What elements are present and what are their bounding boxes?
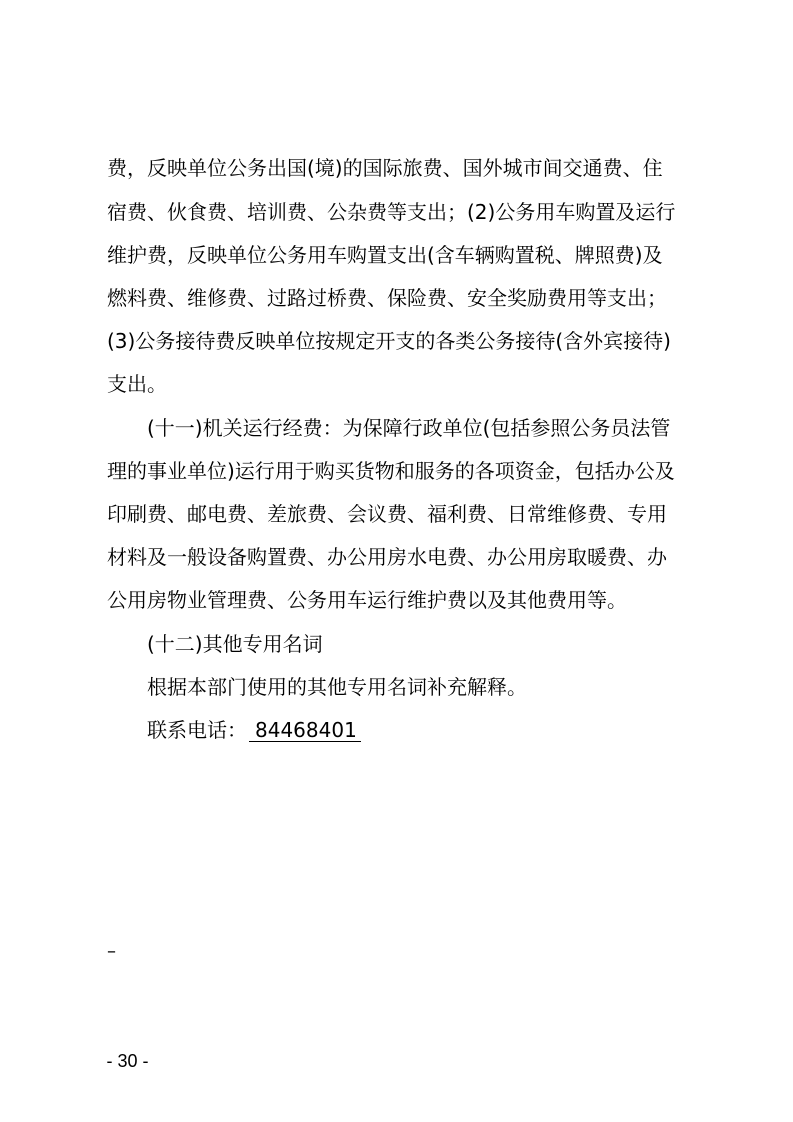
body-text-line: 维护费，反映单位公务用车购置支出(含车辆购置税、牌照费)及: [107, 243, 663, 267]
body-text-line: 燃料费、维修费、过路过桥费、保险费、安全奖励费用等支出；: [107, 286, 667, 310]
contact-line: [147, 718, 361, 742]
body-text-line: 公用房物业管理费、公务用车运行维护费以及其他费用等。: [107, 588, 627, 612]
body-text-line: 理的事业单位)运行用于购买货物和服务的各项资金，包括办公及: [107, 459, 675, 483]
contact-phone: 84468401: [249, 719, 361, 742]
body-text-line: 宿费、伙食费、培训费、公杂费等支出；(2)公务用车购置及运行: [107, 200, 676, 224]
page-number: - 30 -: [106, 1051, 149, 1071]
body-text-line: 费，反映单位公务出国(境)的国际旅费、国外城市间交通费、住: [107, 156, 663, 180]
section-heading: (十二)其他专用名词: [147, 632, 323, 656]
body-text-line: 支出。: [107, 372, 167, 396]
footnote-dash: –: [107, 941, 116, 962]
contact-label: 联系电话：: [147, 718, 247, 742]
body-text-line: 根据本部门使用的其他专用名词补充解释。: [147, 675, 527, 699]
body-text-line: 印刷费、邮电费、差旅费、会议费、福利费、日常维修费、专用: [107, 502, 667, 526]
body-text-line: 材料及一般设备购置费、办公用房水电费、办公用房取暖费、办: [107, 545, 667, 569]
body-text-line: (十一)机关运行经费：为保障行政单位(包括参照公务员法管: [147, 416, 671, 440]
body-text-line: (3)公务接待费反映单位按规定开支的各类公务接待(含外宾接待): [107, 329, 671, 353]
